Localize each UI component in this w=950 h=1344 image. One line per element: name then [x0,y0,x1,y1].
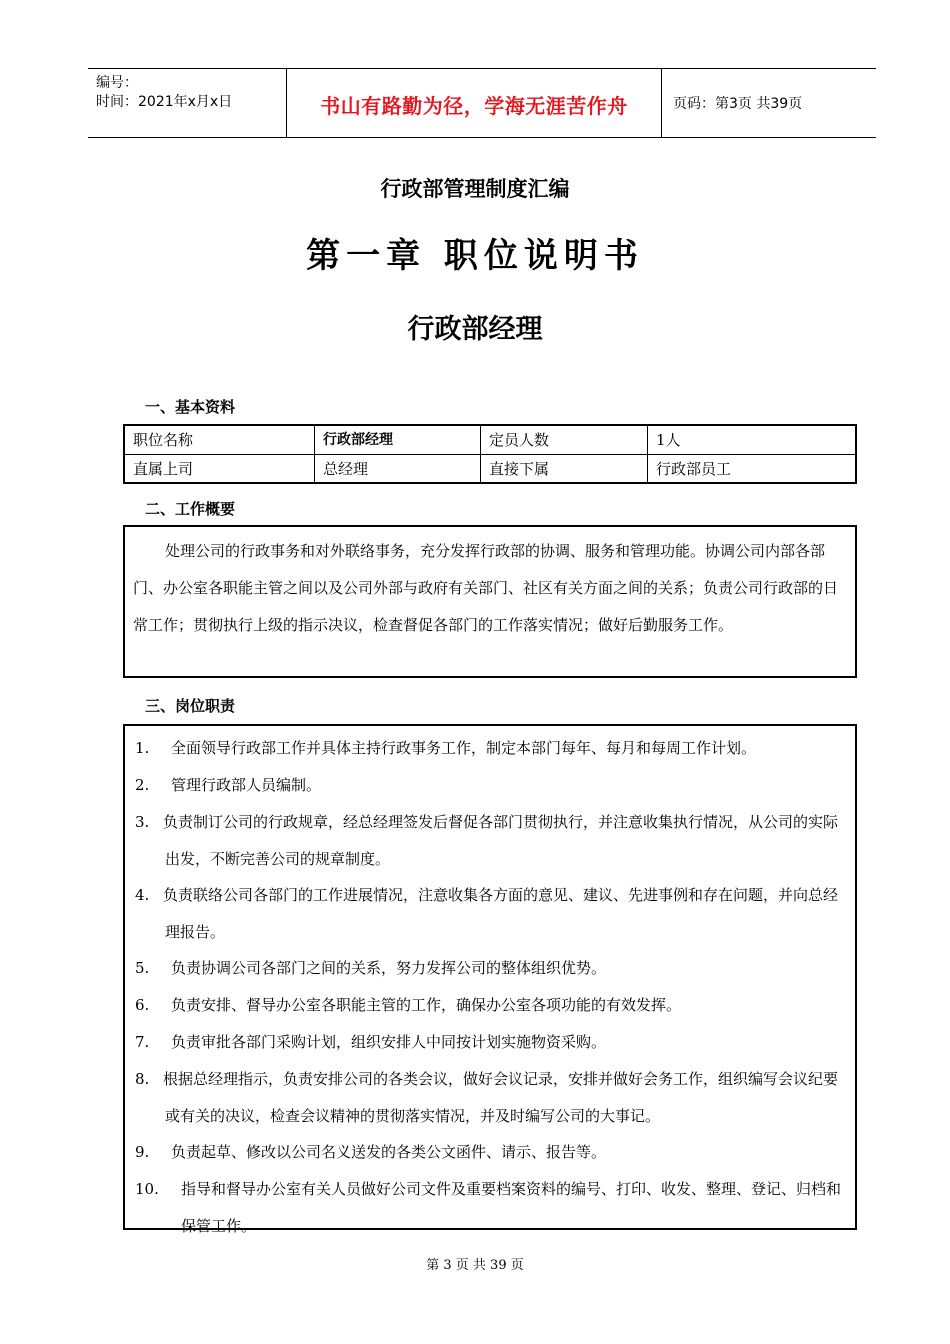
item-number: 2. [135,776,150,794]
item-number: 10. [135,1180,159,1198]
item-number: 9. [135,1143,150,1161]
chapter-title: 第一章 职位说明书 [306,236,644,276]
item-text: 负责联络公司各部门的工作进展情况，注意收集各方面的意见、建议、先进事例和存在问题，并向总经理报告。 [163,886,839,941]
table-cell: 1人 [656,431,681,449]
item-number: 8. [135,1070,150,1088]
list-item [135,950,847,987]
list-item [135,1171,847,1244]
section-overview-heading: 二、工作概要 [145,500,236,518]
time-label: 时间：2021年x月x日 [96,94,233,110]
item-text: 负责制订公司的行政规章，经总经理签发后督促各部门贯彻执行，并注意收集执行情况，从公司的实际出发，不断完善公司的规章制度。 [163,813,839,868]
position-title: 行政部经理 [407,314,543,345]
table-cell: 直属上司 [133,460,194,478]
item-text: 全面领导行政部工作并具体主持行政事务工作，制定本部门每年、每月和每周工作计划。 [171,739,757,757]
item-text: 指导和督导办公室有关人员做好公司文件及重要档案资料的编号、打印、收发、整理、登记、归档和保管工作。 [181,1180,842,1235]
section-basic-info-heading: 一、基本资料 [145,398,236,416]
table-cell: 直接下属 [489,460,550,478]
job-overview: 处理公司的行政事务和对外联络事务，充分发挥行政部的协调、服务和管理功能。协调公司内部各部门、办公室各职能主管之间以及公司外部与政府有关部门、社区有关方面之间的关系；负责公司行政部的日常工作；贯彻执行上级的指示决议，检查督促各部门的工作落实情况；做好后勤服务工作。 [123,525,857,678]
item-number: 3. [135,813,150,831]
table-cell: 总经理 [323,460,369,478]
list-item [135,767,847,804]
item-text: 负责安排、督导办公室各职能主管的工作，确保办公室各项功能的有效发挥。 [171,996,682,1014]
table-row [125,426,855,455]
basic-info-table [123,424,857,484]
item-number: 7. [135,1033,150,1051]
list-item [135,987,847,1024]
header-motto-cell [286,69,662,137]
compilation-title: 行政部管理制度汇编 [380,177,570,201]
header-page-cell [661,69,876,137]
page-header [88,68,876,138]
list-item [135,877,847,950]
header-meta [88,69,286,137]
table-cell: 职位名称 [133,431,194,449]
item-text: 负责审批各部门采购计划，组织安排人中同按计划实施物资采购。 [171,1033,607,1051]
table-cell: 行政部员工 [656,460,732,478]
item-text: 负责起草、修改以公司名义送发的各类公文函件、请示、报告等。 [171,1143,607,1161]
page-reference: 页码：第3页 共39页 [673,96,803,112]
item-text: 负责协调公司各部门之间的关系，努力发挥公司的整体组织优势。 [171,959,607,977]
list-item [135,1134,847,1171]
list-item [135,730,847,767]
list-item [135,1024,847,1061]
table-row [125,455,855,483]
motto: 书山有路勤为径，学海无涯苦作舟 [320,94,628,118]
list-item [135,804,847,877]
table-cell: 定员人数 [489,431,550,449]
page-footer: 第 3 页 共 39 页 [426,1258,524,1273]
duties-list [123,724,857,1235]
table-cell: 行政部经理 [323,432,393,448]
item-text: 根据总经理指示，负责安排公司的各类会议，做好会议记录，安排并做好会务工作，组织编写会议纪要或有关的决议，检查会议精神的贯彻落实情况，并及时编写公司的大事记。 [163,1070,839,1125]
item-number: 4. [135,886,150,904]
item-number: 6. [135,996,150,1014]
item-text: 管理行政部人员编制。 [171,776,322,794]
section-duties-heading: 三、岗位职责 [145,697,236,715]
item-number: 5. [135,959,150,977]
list-item [135,1061,847,1134]
serial-label: 编号： [96,75,138,91]
item-number: 1. [135,739,150,757]
